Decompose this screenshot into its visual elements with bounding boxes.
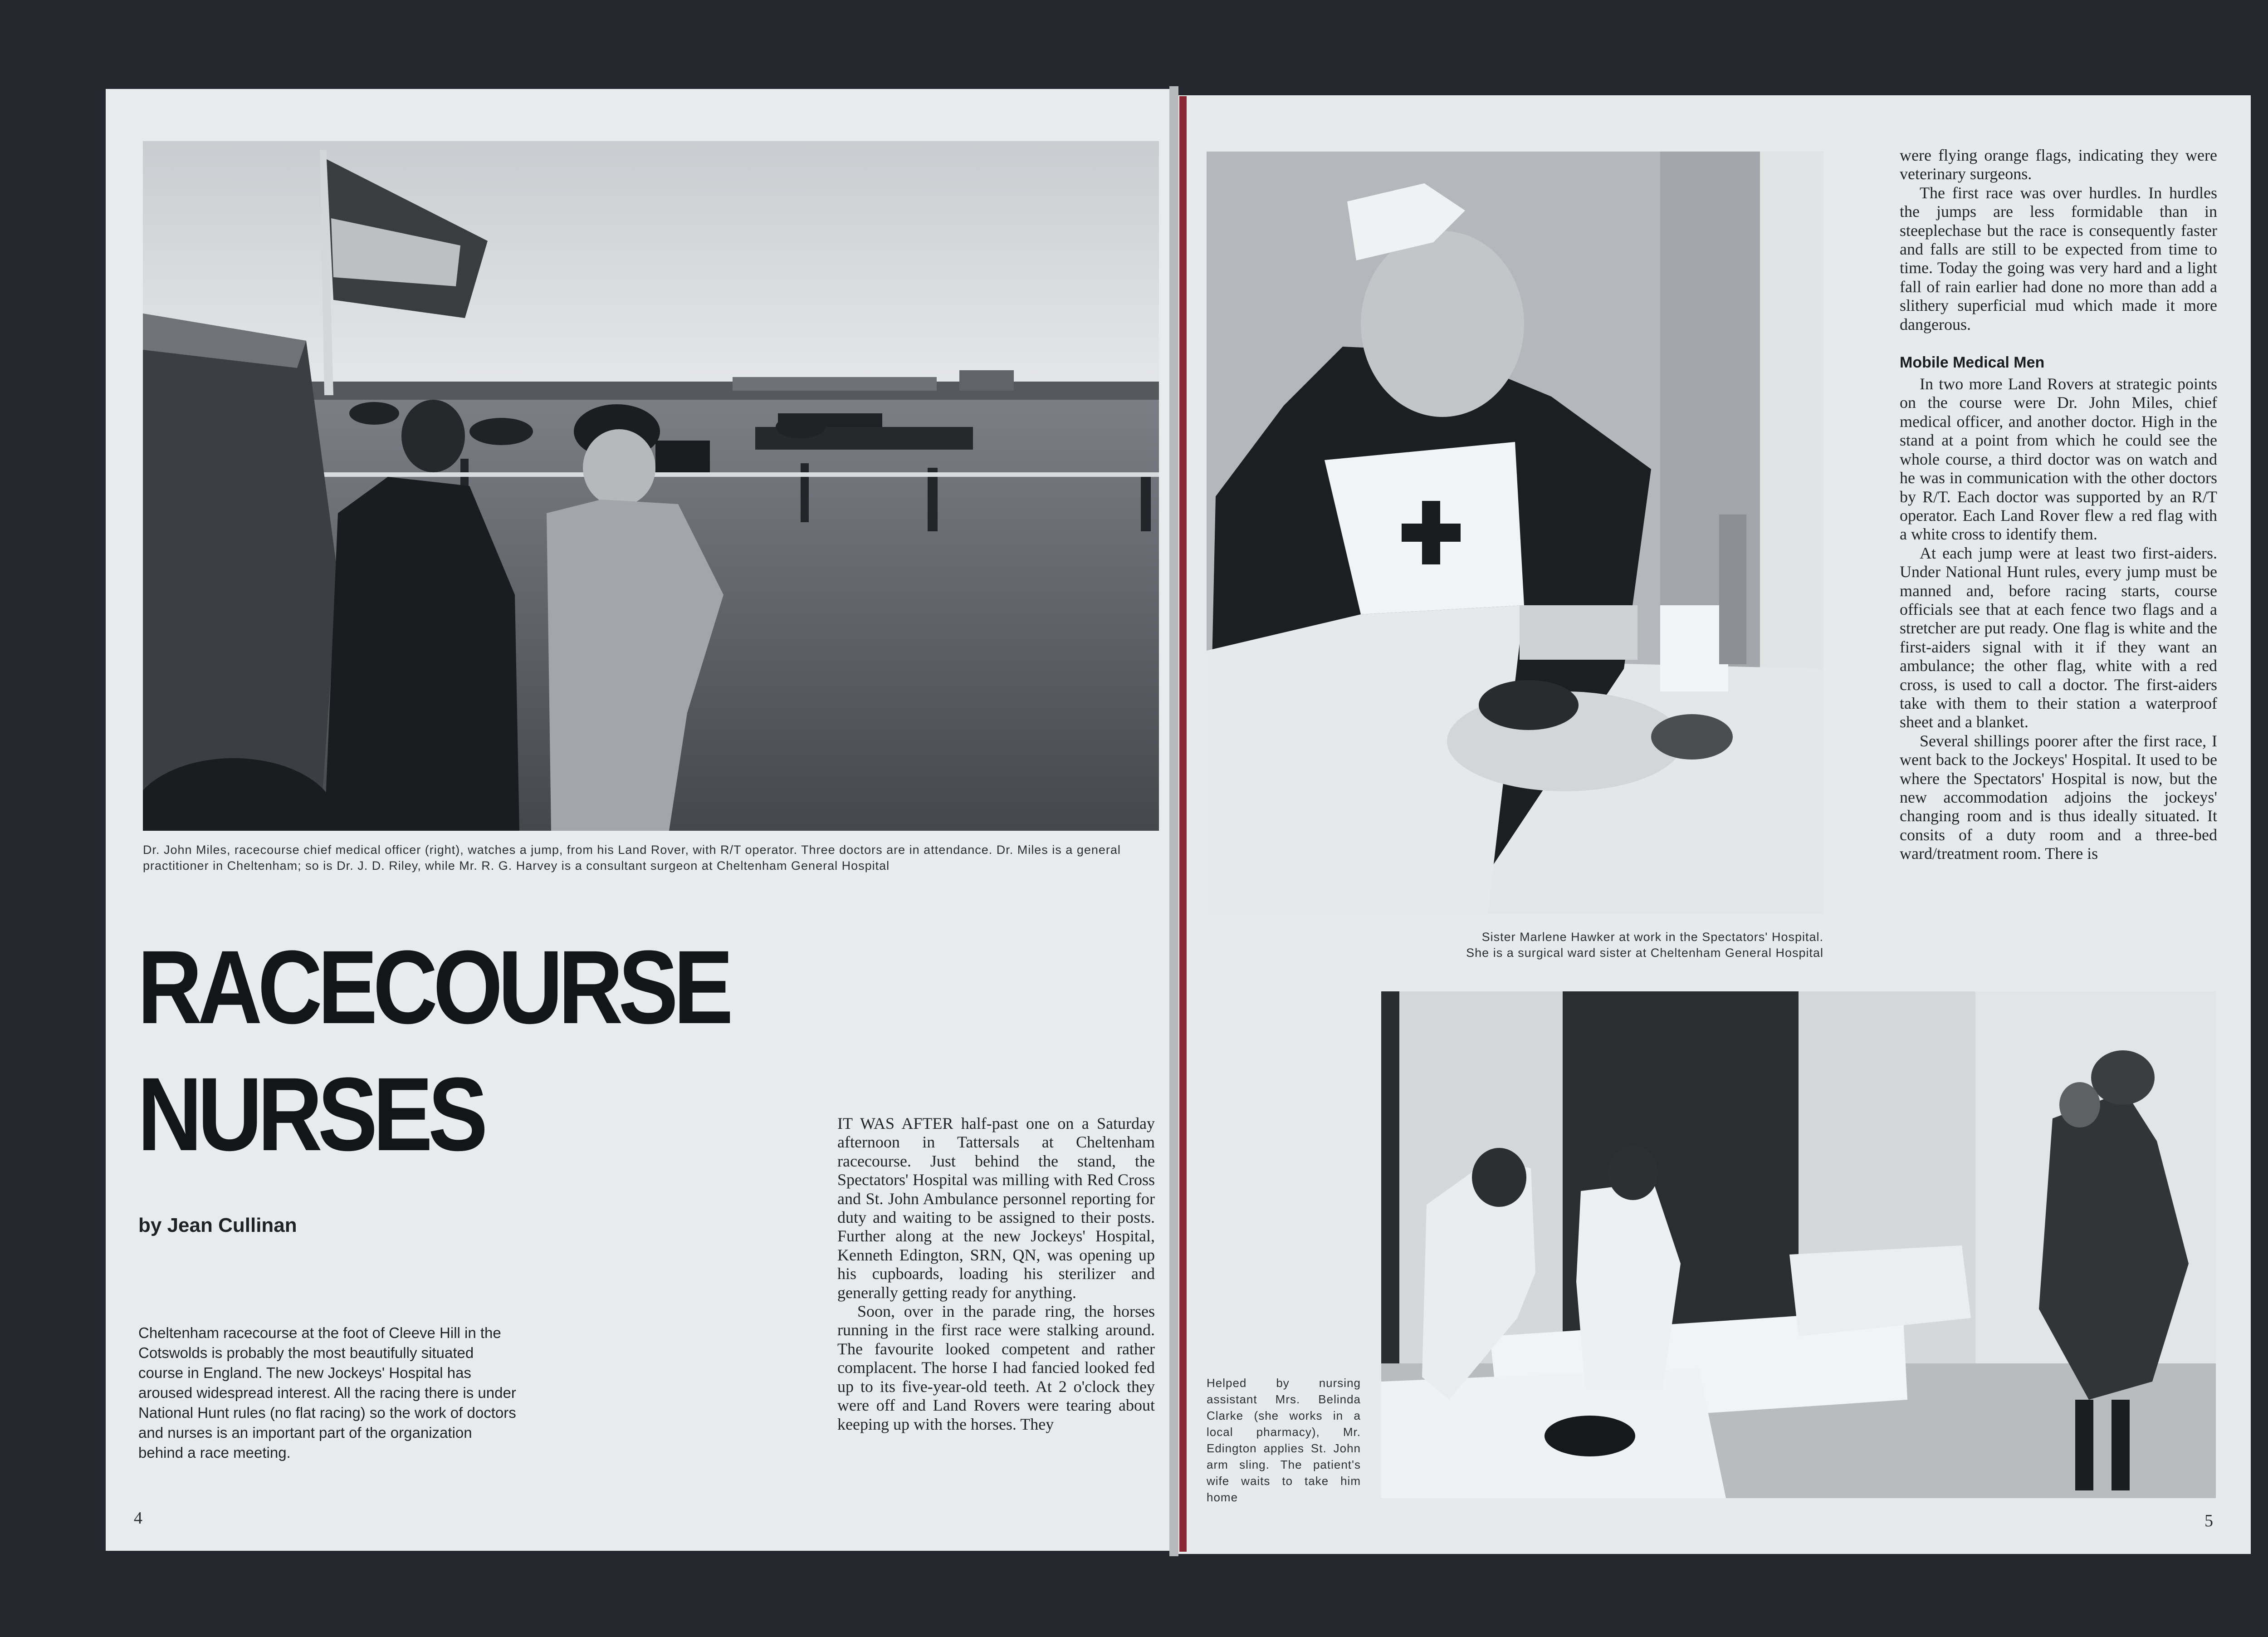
ward-photo (1381, 991, 2216, 1498)
left-body-column (837, 1114, 1155, 1434)
page-number-left: 4 (134, 1509, 142, 1528)
body-paragraph: were flying orange flags, indicating they were veterinary surgeons. (1900, 146, 2217, 183)
body-paragraph: IT WAS AFTER half-past one on a Saturday afternoon in Tattersals at Cheltenham racecourse. Just behind the stand, the Spectators' Hospital was milling with Red Cross and St. John Ambulance personnel reporting for duty and waiting to be assigned to their posts. Further along at the new Jockeys' Hospital, Kenneth Edington, SRN, QN, was opening up his cupboards, loading his sterilizer and generally getting ready for anything. (837, 1114, 1155, 1302)
nurse-photo (1207, 152, 1823, 914)
ward-photo-caption: Helped by nursing assistant Mrs. Belinda Clarke (she works in a local pharmacy), Mr. Edington applies St. John arm sling. The patient's wife waits to take him home (1207, 1376, 1361, 1504)
left-page (106, 89, 1169, 1551)
racecourse-photo-caption: Dr. John Miles, racecourse chief medical officer (right), watches a jump, from his Land Rover, with R/T operator. Three doctors are in attendance. Dr. Miles is a general practitioner in Cheltenham; so is Dr. J. D. Riley, while Mr. R. G. Harvey is a consultant surgeon at Cheltenham General Hospital (143, 843, 1121, 872)
nurse-photo-caption-line-1: Sister Marlene Hawker at work in the Spectators' Hospital. (1481, 930, 1823, 944)
page-number-right: 5 (2204, 1511, 2213, 1530)
body-paragraph: At each jump were at least two first-aiders. Under National Hunt rules, every jump must be manned and, before racing starts, course officials see that at each fence two flags and a stretcher are put ready. One flag is white and the first-aiders signal with it if they want an ambulance; the other flag, white with a red cross, is used to call a doctor. The first-aiders take with them to their station a waterproof sheet and a blanket. (1900, 544, 2217, 731)
racecourse-photo (143, 141, 1159, 831)
nurse-photo-caption-line-2: She is a surgical ward sister at Cheltenham General Hospital (1466, 946, 1823, 960)
right-page (1178, 95, 2251, 1554)
body-paragraph: The first race was over hurdles. In hurdles the jumps are less formidable than in steeplechase but the race is consequently faster and falls are still to be expected from time to time. Today the going was very hard and a light fall of rain earlier had done no more than add a slithery superficial mud which made it more dangerous. (1900, 183, 2217, 333)
headline-line-1: RACECOURSE (137, 929, 729, 1045)
headline-line-2: NURSES (137, 1056, 484, 1172)
spine-gutter (1169, 86, 1178, 1556)
standfirst-intro: Cheltenham racecourse at the foot of Cleeve Hill in the Cotswolds is probably the most beautifully situated course in England. The new Jockeys' Hospital has aroused widespread interest. All the racing there is under National Hunt rules (no flat racing) so the work of doctors and nurses is an important part of the organization behind a race meeting. (138, 1324, 516, 1461)
body-paragraph: In two more Land Rovers at strategic points on the course were Dr. John Miles, chief medical officer, and another doctor. High in the stand at a point from which he could see the whole course, a third doctor was on watch and he was in communication with the other doctors by R/T. Each doctor was supported by an R/T operator. Each Land Rover flew a red flag with a white cross to identify them. (1900, 375, 2217, 544)
right-body-column (1900, 146, 2217, 863)
byline: by Jean Cullinan (138, 1214, 297, 1236)
body-paragraph: Soon, over in the parade ring, the horses running in the first race were stalking around. The favourite looked competent and rather complacent. The horse I had fancied looked fed up to its five-year-old teeth. At 2 o'clock they were off and Land Rovers were tearing about keeping up with the horses. They (837, 1302, 1155, 1433)
spine-binding-strip (1179, 96, 1187, 1552)
subhead-mobile-medical-men: Mobile Medical Men (1900, 354, 2045, 372)
body-paragraph: Several shillings poorer after the first race, I went back to the Jockeys' Hospital. It used to be where the Spectators' Hospital is now, but the new accommodation adjoins the jockeys' changing room and is thus ideally situated. It consits of a duty room and a three-bed ward/treatment room. There is (1900, 731, 2217, 863)
